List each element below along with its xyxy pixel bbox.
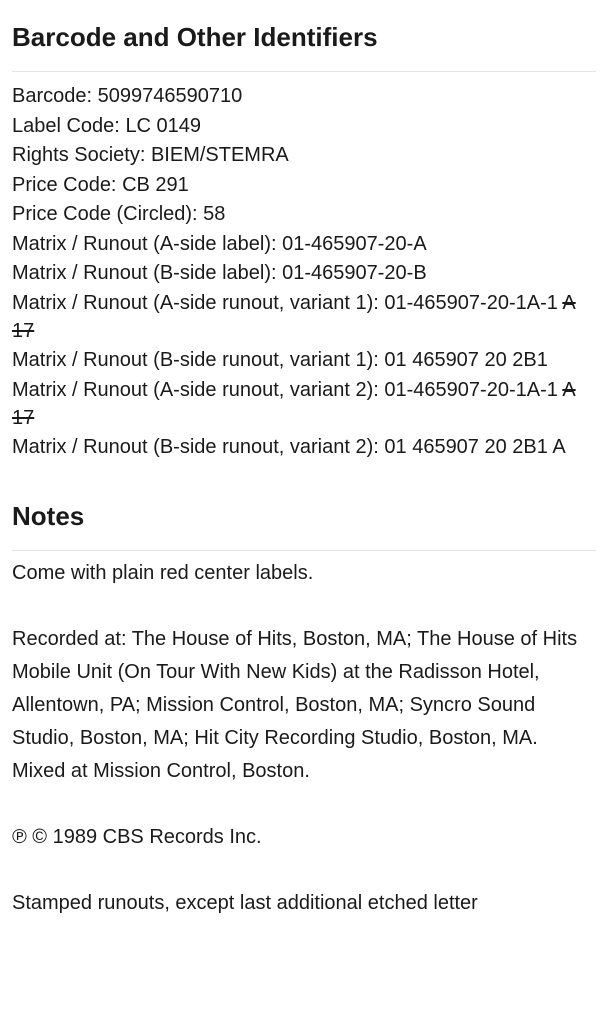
identifier-label: Rights Society: <box>12 144 146 166</box>
identifiers-list <box>12 82 596 461</box>
identifier-value: 01 465907 20 2B1 A <box>384 436 566 458</box>
identifier-label: Matrix / Runout (A-side label): <box>12 232 277 255</box>
notes-heading: Notes <box>12 500 85 531</box>
identifier-matrix-b-label <box>12 259 596 287</box>
identifier-price-code-circled <box>12 200 596 228</box>
identifier-matrix-a-runout-v2 <box>12 376 596 432</box>
identifier-value: 01 465907 20 2B1 <box>384 349 548 371</box>
identifier-value: 58 <box>203 203 226 225</box>
identifier-value: 01-465907-20-1A-1 <box>384 291 558 314</box>
identifier-value: BIEM/STEMRA <box>150 144 289 166</box>
identifier-value: LC 0149 <box>125 114 202 137</box>
identifier-matrix-b-runout-v2 <box>12 433 596 461</box>
notes-body <box>12 557 596 920</box>
identifier-label: Price Code (Circled): <box>12 203 198 225</box>
identifier-value: 01-465907-20-1A-1 <box>384 378 558 401</box>
identifier-value: CB 291 <box>122 173 189 196</box>
notes-paragraph: Stamped runouts, except last additional etched letter <box>12 891 478 914</box>
identifier-barcode <box>12 82 596 110</box>
identifier-matrix-b-runout-v1 <box>12 346 596 374</box>
identifier-label: Matrix / Runout (B-side runout, variant 2): <box>12 436 379 458</box>
identifier-struck-value: A 17 <box>12 291 576 342</box>
identifiers-heading: Barcode and Other Identifiers <box>12 22 378 52</box>
identifier-value: 01-465907-20-B <box>282 262 427 284</box>
identifier-rights-society <box>12 141 596 169</box>
identifier-label: Matrix / Runout (B-side runout, variant 1): <box>12 349 379 371</box>
notes-divider <box>12 550 596 551</box>
identifier-label: Label Code: <box>12 114 120 137</box>
notes-paragraph: Recorded at: The House of Hits, Boston, MA; The House of Hits Mobile Unit (On Tour With New Kids) at the Radisson Hotel, Allentown, PA; Mission Control, Boston, MA; Syncro Sound Studio, Boston, MA; Hit City Recording Studio, Boston, MA. <box>12 627 578 749</box>
identifier-label: Matrix / Runout (B-side label): <box>12 262 277 284</box>
identifiers-divider <box>12 71 596 72</box>
identifier-value: 5099746590710 <box>97 85 243 107</box>
identifier-value: 01-465907-20-A <box>282 232 427 255</box>
identifier-label: Barcode: <box>12 85 93 107</box>
identifier-label: Matrix / Runout (A-side runout, variant 1): <box>12 291 379 314</box>
notes-paragraph: ℗ © 1989 CBS Records Inc. <box>12 825 262 848</box>
identifier-price-code <box>12 171 596 199</box>
identifier-label: Matrix / Runout (A-side runout, variant 2): <box>12 378 379 401</box>
identifier-label-code <box>12 112 596 140</box>
notes-paragraph: Come with plain red center labels. <box>12 561 314 584</box>
identifier-matrix-a-runout-v1 <box>12 289 596 345</box>
identifier-struck-value: A 17 <box>12 378 576 429</box>
notes-paragraph: Mixed at Mission Control, Boston. <box>12 759 310 782</box>
identifier-label: Price Code: <box>12 173 117 196</box>
identifier-matrix-a-label <box>12 230 596 258</box>
